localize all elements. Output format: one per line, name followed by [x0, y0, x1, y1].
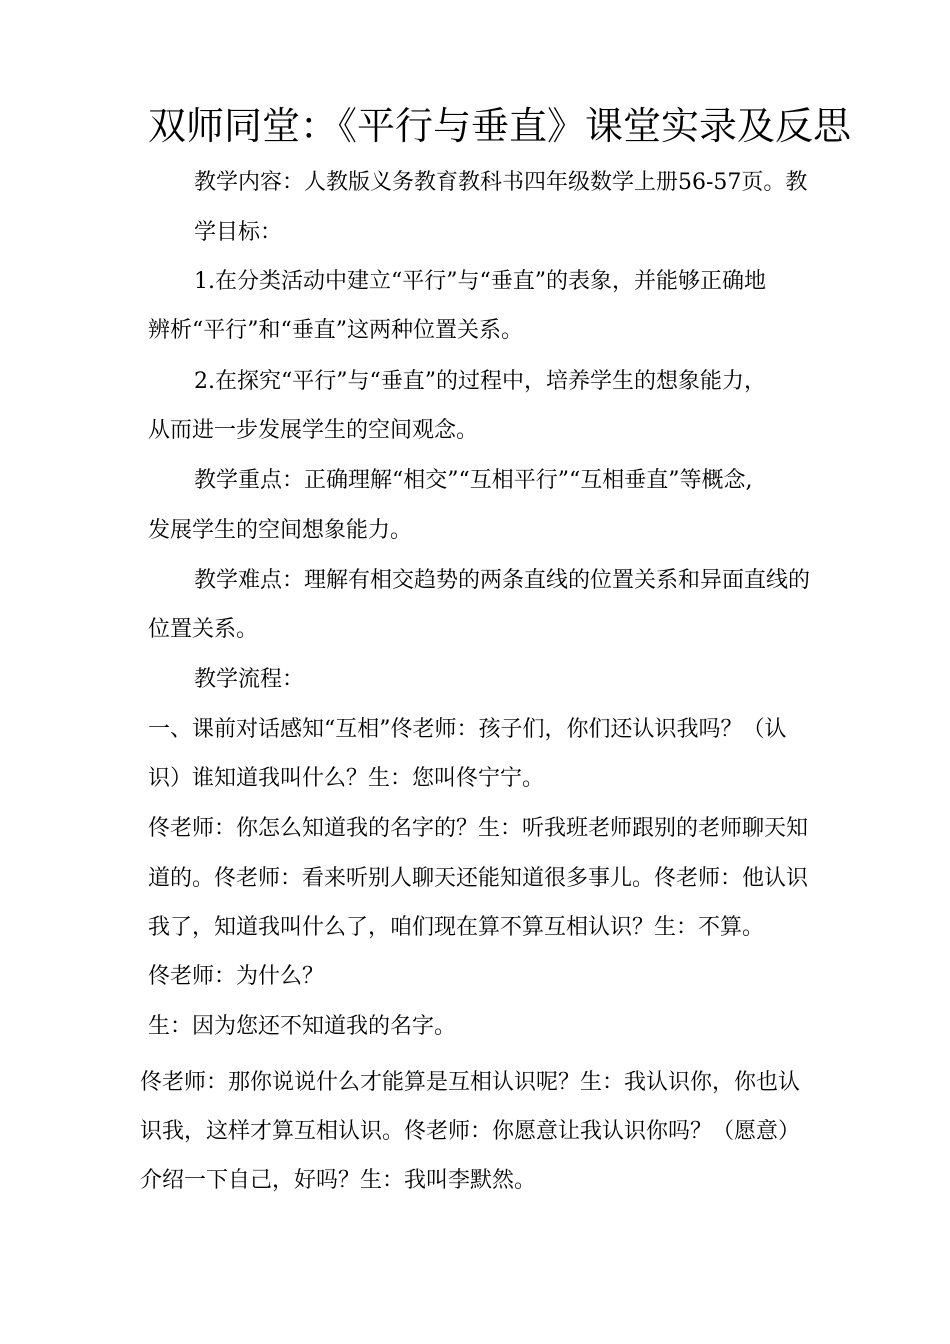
text-line: 学目标：: [194, 220, 283, 245]
text-line: 道的。佟老师：看来听别人聊天还能知道很多事儿。佟老师：他认识: [148, 866, 809, 891]
text-line: 一、课前对话感知“互相”佟老师：孩子们，你们还认识我吗？（认: [148, 717, 787, 742]
text-line: 教学流程：: [194, 667, 305, 692]
text-line: 2.在探究“平行”与“垂直”的过程中，培养学生的想象能力，: [194, 369, 766, 394]
document-title: 双师同堂：《平行与垂直》课堂实录及反思: [148, 104, 852, 148]
text-line: 我了，知道我叫什么了，咱们现在算不算互相认识？生：不算。: [148, 915, 765, 940]
text-line: 位置关系。: [148, 617, 259, 642]
text-line: 1.在分类活动中建立“平行”与“垂直”的表象，并能够正确地: [194, 269, 766, 294]
text-line: 介绍一下自己，好吗？生：我叫李默然。: [140, 1168, 537, 1193]
text-line: 教学难点：理解有相交趋势的两条直线的位置关系和异面直线的: [194, 568, 811, 593]
text-line: 识）谁知道我叫什么？生：您叫佟宁宁。: [148, 766, 545, 791]
text-line: 辨析“平行”和“垂直”这两种位置关系。: [148, 318, 523, 343]
text-line: 佟老师：那你说说什么才能算是互相认识呢？生：我认识你，你也认: [140, 1070, 801, 1095]
text-line: 佟老师：你怎么知道我的名字的？生：听我班老师跟别的老师聊天知: [148, 816, 809, 841]
text-line: 识我，这样才算互相认识。佟老师：你愿意让我认识你吗？（愿意）: [140, 1119, 801, 1144]
text-line: 发展学生的空间想象能力。: [148, 518, 413, 543]
text-line: 生：因为您还不知道我的名字。: [148, 1014, 457, 1039]
text-line: 教学内容：人教版义务教育教科书四年级数学上册56-57页。教: [194, 170, 808, 195]
text-line: 从而进一步发展学生的空间观念。: [148, 418, 479, 443]
text-line: 教学重点：正确理解“相交”“互相平行”“互相垂直”等概念,: [194, 468, 753, 493]
text-line: 佟老师：为什么？: [148, 964, 325, 989]
